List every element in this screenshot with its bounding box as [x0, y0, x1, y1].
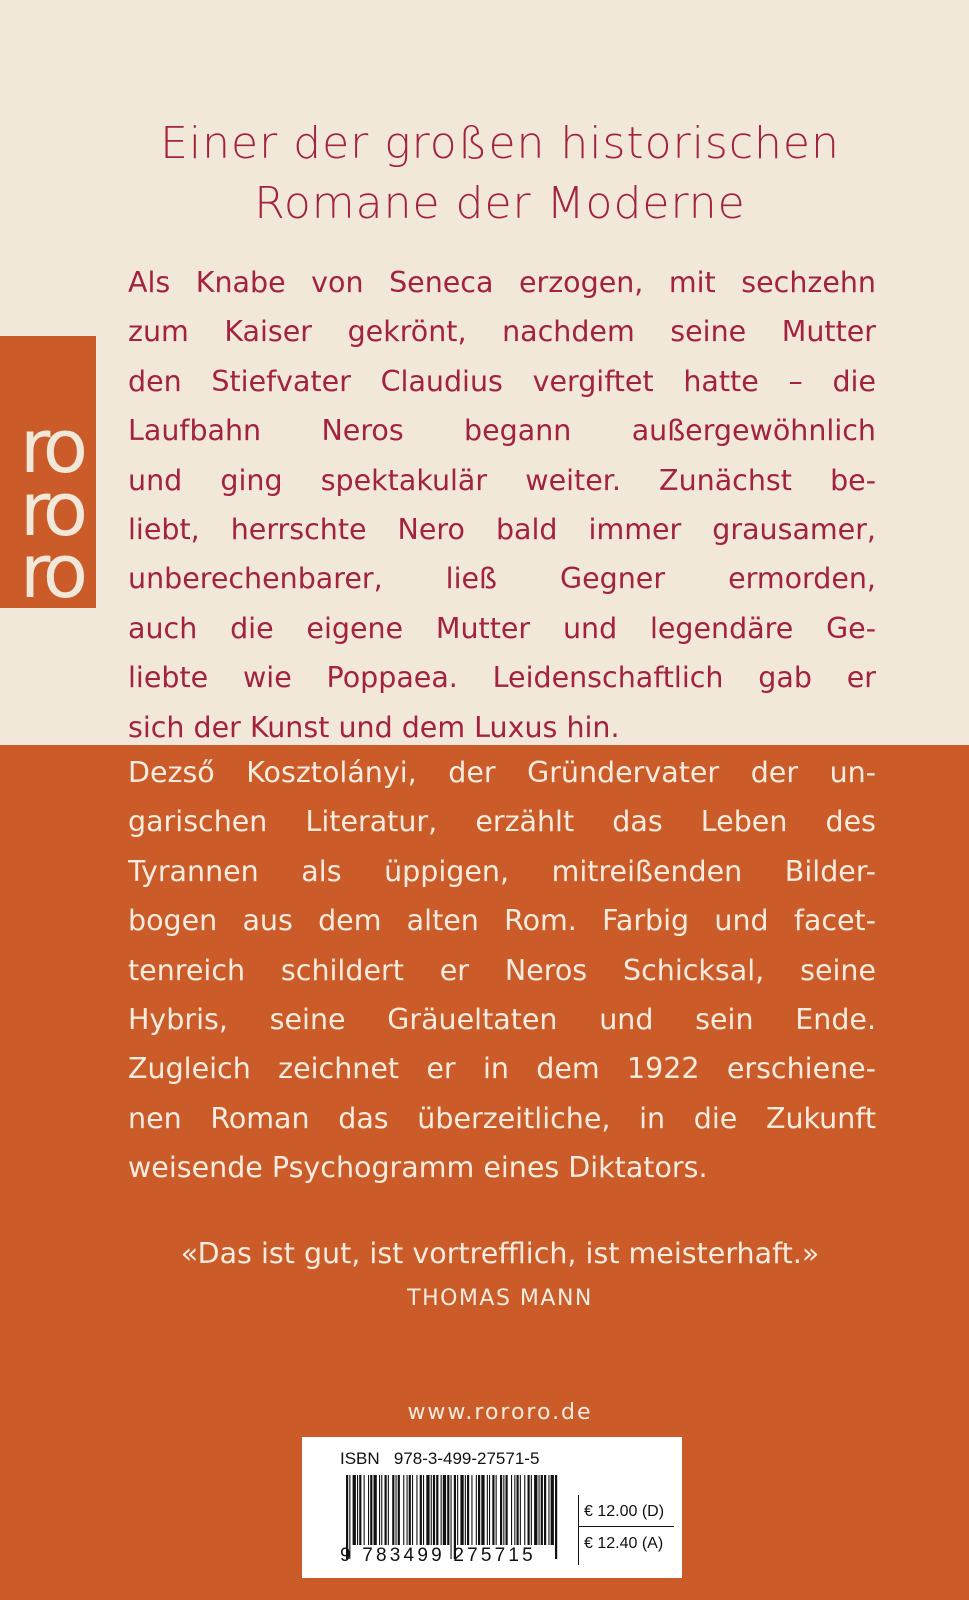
- blurb-line: garischen Literatur, erzählt das Leben des: [128, 805, 876, 839]
- blurb-line: Als Knabe von Seneca erzogen, mit sechzehn: [128, 266, 876, 299]
- price-germany: € 12.00 (D): [584, 1503, 665, 1520]
- blurb-line: tenreich schildert er Neros Schicksal, seine: [128, 953, 876, 987]
- blurb-line: bogen aus dem alten Rom. Farbig und facet-: [128, 904, 876, 938]
- blurb-line: den Stiefvater Claudius vergiftet hatte – die: [128, 364, 876, 398]
- headline: [110, 114, 890, 234]
- blurb-line: nen Roman das überzeitliche, in die Zukunft: [128, 1101, 876, 1135]
- headline-line-2: Romane der Moderne: [254, 178, 746, 229]
- blurb-line: unberechenbarer, ließ Gegner ermorden,: [128, 562, 876, 596]
- blurb-line: liebte wie Poppaea. Leidenschaftlich gab er: [128, 661, 876, 695]
- blurb-line: Dezső Kosztolányi, der Gründervater der un-: [128, 756, 876, 789]
- barcode-label: [302, 1437, 682, 1578]
- blurb-line: liebt, herrschte Nero bald immer grausamer,: [128, 512, 876, 546]
- rororo-logo: [0, 336, 96, 608]
- website-link[interactable]: www.rororo.de: [407, 1400, 593, 1425]
- blurb-line: Tyrannen als üppigen, mitreißenden Bilder-: [128, 854, 876, 888]
- logo-line-2: ro: [20, 467, 83, 553]
- quote-text: «Das ist gut, ist vortrefflich, ist meisterhaft.»: [180, 1237, 820, 1270]
- blurb-line: sich der Kunst und dem Luxus hin.: [128, 710, 620, 744]
- blurb-line: zum Kaiser gekrönt, nachdem seine Mutter: [128, 315, 876, 349]
- blurb-paragraph-1: [128, 258, 876, 752]
- blurb-line: Zugleich zeichnet er in dem 1922 erschiene-: [128, 1052, 876, 1086]
- logo-line-1: ro: [20, 404, 83, 490]
- logo-line-3: ro: [20, 529, 83, 608]
- blurb-paragraph-2: [128, 748, 876, 1193]
- price-divider: [578, 1526, 674, 1527]
- barcode-digits: 9 783499 275715: [340, 1545, 536, 1566]
- quote-author: THOMAS MANN: [407, 1286, 593, 1311]
- price-divider-vertical: [578, 1495, 579, 1565]
- blurb-line: weisende Psychogramm eines Diktators.: [128, 1151, 708, 1185]
- blurb-line: Laufbahn Neros begann außergewöhnlich: [128, 414, 876, 448]
- blurb-line: Hybris, seine Gräueltaten und sein Ende.: [128, 1002, 876, 1036]
- blurb-line: und ging spektakulär weiter. Zunächst be-: [128, 463, 876, 497]
- headline-line-1: Einer der großen historischen: [160, 118, 840, 169]
- blurb-line: auch die eigene Mutter und legendäre Ge-: [128, 611, 876, 645]
- price-austria: € 12.40 (A): [584, 1535, 664, 1552]
- isbn-number: ISBN 978-3-499-27571-5: [340, 1449, 540, 1468]
